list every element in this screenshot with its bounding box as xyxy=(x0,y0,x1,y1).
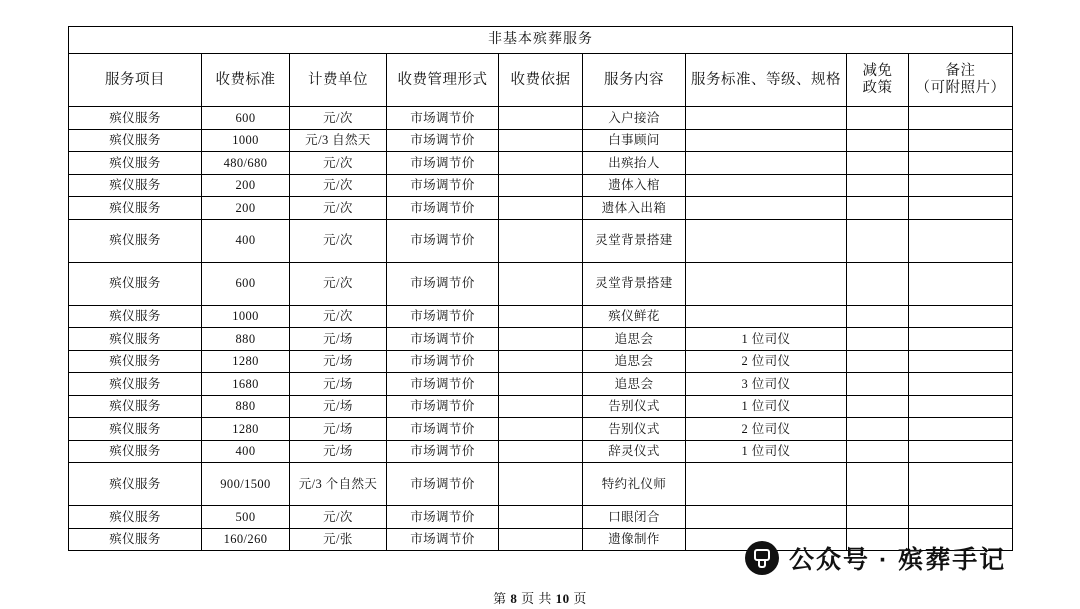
cell-service-item: 殡仪服务 xyxy=(69,152,202,175)
cell-service-item: 殡仪服务 xyxy=(69,219,202,262)
table-row xyxy=(69,129,1013,152)
cell-service-content: 灵堂背景搭建 xyxy=(583,219,686,262)
cell-remark xyxy=(909,129,1013,152)
cell-service-content: 特约礼仪师 xyxy=(583,463,686,506)
cell-reduction-policy xyxy=(847,328,909,351)
cell-price-standard: 880 xyxy=(202,395,290,418)
cell-service-item: 殡仪服务 xyxy=(69,328,202,351)
cell-pricing-management: 市场调节价 xyxy=(387,373,499,396)
cell-price-standard: 400 xyxy=(202,440,290,463)
cell-pricing-management: 市场调节价 xyxy=(387,350,499,373)
cell-pricing-management: 市场调节价 xyxy=(387,395,499,418)
cell-service-standard xyxy=(686,262,847,305)
cell-price-standard: 1280 xyxy=(202,418,290,441)
cell-remark xyxy=(909,328,1013,351)
cell-pricing-management: 市场调节价 xyxy=(387,129,499,152)
table-row xyxy=(69,107,1013,130)
cell-billing-unit: 元/3 自然天 xyxy=(290,129,387,152)
cell-pricing-management: 市场调节价 xyxy=(387,107,499,130)
cell-service-item: 殡仪服务 xyxy=(69,418,202,441)
cell-service-standard: 1 位司仪 xyxy=(686,440,847,463)
cell-service-standard xyxy=(686,463,847,506)
price-table-body xyxy=(69,27,1013,551)
column-header-price-standard: 收费标准 xyxy=(202,54,290,107)
cell-service-item: 殡仪服务 xyxy=(69,440,202,463)
cell-billing-unit: 元/次 xyxy=(290,262,387,305)
cell-pricing-management: 市场调节价 xyxy=(387,219,499,262)
cell-service-item: 殡仪服务 xyxy=(69,528,202,551)
column-header-billing-unit: 计费单位 xyxy=(290,54,387,107)
cell-service-standard xyxy=(686,506,847,529)
cell-pricing-management: 市场调节价 xyxy=(387,440,499,463)
reduction-policy-line-1: 减免 xyxy=(862,63,893,80)
cell-billing-unit: 元/3 个自然天 xyxy=(290,463,387,506)
cell-billing-unit: 元/次 xyxy=(290,107,387,130)
footer-total-pages: 10 xyxy=(555,591,570,606)
cell-billing-unit: 元/次 xyxy=(290,219,387,262)
cell-service-content: 殡仪鲜花 xyxy=(583,305,686,328)
cell-pricing-basis xyxy=(499,373,583,396)
column-header-service-content: 服务内容 xyxy=(583,54,686,107)
cell-reduction-policy xyxy=(847,262,909,305)
cell-remark xyxy=(909,219,1013,262)
cell-service-standard: 3 位司仪 xyxy=(686,373,847,396)
table-row xyxy=(69,373,1013,396)
table-row xyxy=(69,440,1013,463)
table-row xyxy=(69,197,1013,220)
cell-service-content: 追思会 xyxy=(583,350,686,373)
table-row xyxy=(69,463,1013,506)
cell-reduction-policy xyxy=(847,219,909,262)
cell-service-standard: 1 位司仪 xyxy=(686,395,847,418)
table-row xyxy=(69,219,1013,262)
cell-pricing-basis xyxy=(499,463,583,506)
cell-service-standard xyxy=(686,305,847,328)
cell-billing-unit: 元/次 xyxy=(290,152,387,175)
cell-pricing-basis xyxy=(499,350,583,373)
cell-billing-unit: 元/场 xyxy=(290,328,387,351)
cell-reduction-policy xyxy=(847,107,909,130)
cell-reduction-policy xyxy=(847,440,909,463)
cell-remark xyxy=(909,262,1013,305)
cell-billing-unit: 元/场 xyxy=(290,373,387,396)
cell-pricing-management: 市场调节价 xyxy=(387,262,499,305)
cell-billing-unit: 元/次 xyxy=(290,506,387,529)
cell-service-item: 殡仪服务 xyxy=(69,262,202,305)
cell-billing-unit: 元/张 xyxy=(290,528,387,551)
cell-reduction-policy xyxy=(847,174,909,197)
column-header-service-standard: 服务标准、等级、规格 xyxy=(686,54,847,107)
cell-pricing-basis xyxy=(499,129,583,152)
cell-reduction-policy xyxy=(847,463,909,506)
cell-remark xyxy=(909,373,1013,396)
cell-service-content: 遗体入出箱 xyxy=(583,197,686,220)
cell-price-standard: 1280 xyxy=(202,350,290,373)
table-title: 非基本殡葬服务 xyxy=(69,27,1013,54)
table-row xyxy=(69,328,1013,351)
cell-pricing-basis xyxy=(499,219,583,262)
cell-billing-unit: 元/场 xyxy=(290,350,387,373)
cell-pricing-management: 市场调节价 xyxy=(387,418,499,441)
table-row xyxy=(69,350,1013,373)
cell-price-standard: 200 xyxy=(202,174,290,197)
cell-price-standard: 160/260 xyxy=(202,528,290,551)
cell-price-standard: 880 xyxy=(202,328,290,351)
wechat-official-account-icon xyxy=(745,541,779,575)
cell-pricing-basis xyxy=(499,440,583,463)
cell-service-content: 出殡抬人 xyxy=(583,152,686,175)
column-header-service-item: 服务项目 xyxy=(69,54,202,107)
table-row xyxy=(69,395,1013,418)
cell-billing-unit: 元/次 xyxy=(290,197,387,220)
cell-reduction-policy xyxy=(847,197,909,220)
cell-pricing-basis xyxy=(499,528,583,551)
cell-service-content: 辞灵仪式 xyxy=(583,440,686,463)
cell-pricing-management: 市场调节价 xyxy=(387,528,499,551)
cell-service-content: 遗体入棺 xyxy=(583,174,686,197)
table-row xyxy=(69,152,1013,175)
cell-billing-unit: 元/场 xyxy=(290,440,387,463)
table-row xyxy=(69,418,1013,441)
cell-service-content: 白事顾问 xyxy=(583,129,686,152)
cell-pricing-management: 市场调节价 xyxy=(387,197,499,220)
cell-pricing-basis xyxy=(499,174,583,197)
cell-service-item: 殡仪服务 xyxy=(69,129,202,152)
cell-remark xyxy=(909,107,1013,130)
cell-pricing-basis xyxy=(499,107,583,130)
cell-service-standard xyxy=(686,174,847,197)
table-row xyxy=(69,506,1013,529)
cell-service-content: 灵堂背景搭建 xyxy=(583,262,686,305)
remark-line-2: （可附照片） xyxy=(915,80,1006,96)
cell-price-standard: 600 xyxy=(202,107,290,130)
cell-service-item: 殡仪服务 xyxy=(69,506,202,529)
table-row xyxy=(69,174,1013,197)
cell-pricing-basis xyxy=(499,197,583,220)
cell-remark xyxy=(909,506,1013,529)
cell-billing-unit: 元/场 xyxy=(290,418,387,441)
cell-pricing-basis xyxy=(499,305,583,328)
cell-remark xyxy=(909,305,1013,328)
remark-line-1: 备注 xyxy=(945,63,976,80)
cell-service-content: 告别仪式 xyxy=(583,395,686,418)
footer-page-number: 8 xyxy=(510,591,518,606)
column-header-reduction-policy xyxy=(847,54,909,107)
cell-price-standard: 400 xyxy=(202,219,290,262)
cell-service-standard xyxy=(686,152,847,175)
cell-service-standard xyxy=(686,219,847,262)
cell-pricing-management: 市场调节价 xyxy=(387,506,499,529)
price-table xyxy=(68,26,1013,551)
cell-service-standard: 1 位司仪 xyxy=(686,328,847,351)
cell-service-item: 殡仪服务 xyxy=(69,174,202,197)
table-row xyxy=(69,262,1013,305)
cell-price-standard: 1000 xyxy=(202,305,290,328)
cell-remark xyxy=(909,197,1013,220)
cell-service-content: 入户接洽 xyxy=(583,107,686,130)
cell-service-content: 口眼闭合 xyxy=(583,506,686,529)
table-header-row xyxy=(69,54,1013,107)
cell-service-content: 告别仪式 xyxy=(583,418,686,441)
cell-price-standard: 1000 xyxy=(202,129,290,152)
cell-pricing-management: 市场调节价 xyxy=(387,463,499,506)
cell-service-standard xyxy=(686,197,847,220)
cell-pricing-management: 市场调节价 xyxy=(387,328,499,351)
reduction-policy-line-2: 政策 xyxy=(862,80,893,96)
cell-service-item: 殡仪服务 xyxy=(69,463,202,506)
cell-remark xyxy=(909,174,1013,197)
cell-reduction-policy xyxy=(847,152,909,175)
cell-pricing-basis xyxy=(499,506,583,529)
cell-reduction-policy xyxy=(847,373,909,396)
cell-service-item: 殡仪服务 xyxy=(69,305,202,328)
cell-remark xyxy=(909,463,1013,506)
cell-service-item: 殡仪服务 xyxy=(69,197,202,220)
cell-service-content: 追思会 xyxy=(583,373,686,396)
cell-remark xyxy=(909,418,1013,441)
cell-reduction-policy xyxy=(847,418,909,441)
page-footer xyxy=(0,588,1080,607)
cell-price-standard: 480/680 xyxy=(202,152,290,175)
cell-billing-unit: 元/次 xyxy=(290,305,387,328)
cell-service-item: 殡仪服务 xyxy=(69,373,202,396)
cell-pricing-basis xyxy=(499,418,583,441)
cell-remark xyxy=(909,395,1013,418)
cell-pricing-basis xyxy=(499,262,583,305)
cell-service-item: 殡仪服务 xyxy=(69,107,202,130)
column-header-pricing-management: 收费管理形式 xyxy=(387,54,499,107)
cell-service-standard: 2 位司仪 xyxy=(686,418,847,441)
cell-remark xyxy=(909,350,1013,373)
cell-remark xyxy=(909,152,1013,175)
table-title-row xyxy=(69,27,1013,54)
cell-remark xyxy=(909,440,1013,463)
cell-reduction-policy xyxy=(847,350,909,373)
table-row xyxy=(69,305,1013,328)
cell-pricing-basis xyxy=(499,395,583,418)
cell-pricing-management: 市场调节价 xyxy=(387,152,499,175)
cell-pricing-basis xyxy=(499,328,583,351)
cell-reduction-policy xyxy=(847,129,909,152)
watermark xyxy=(745,540,1006,576)
watermark-text: 公众号 · 殡葬手记 xyxy=(789,546,1007,574)
cell-billing-unit: 元/次 xyxy=(290,174,387,197)
cell-service-content: 追思会 xyxy=(583,328,686,351)
cell-price-standard: 1680 xyxy=(202,373,290,396)
cell-billing-unit: 元/场 xyxy=(290,395,387,418)
cell-price-standard: 200 xyxy=(202,197,290,220)
cell-reduction-policy xyxy=(847,395,909,418)
cell-price-standard: 600 xyxy=(202,262,290,305)
cell-service-standard: 2 位司仪 xyxy=(686,350,847,373)
cell-reduction-policy xyxy=(847,506,909,529)
column-header-remark xyxy=(909,54,1013,107)
cell-reduction-policy xyxy=(847,305,909,328)
footer-prefix: 第 xyxy=(493,591,507,606)
column-header-pricing-basis: 收费依据 xyxy=(499,54,583,107)
cell-pricing-management: 市场调节价 xyxy=(387,174,499,197)
cell-service-standard xyxy=(686,129,847,152)
cell-service-standard xyxy=(686,107,847,130)
footer-middle: 页 共 xyxy=(521,591,552,606)
cell-price-standard: 900/1500 xyxy=(202,463,290,506)
cell-service-content: 遗像制作 xyxy=(583,528,686,551)
price-table-container xyxy=(68,26,1012,551)
cell-service-item: 殡仪服务 xyxy=(69,350,202,373)
cell-pricing-basis xyxy=(499,152,583,175)
footer-suffix: 页 xyxy=(573,591,587,606)
cell-pricing-management: 市场调节价 xyxy=(387,305,499,328)
cell-price-standard: 500 xyxy=(202,506,290,529)
cell-service-item: 殡仪服务 xyxy=(69,395,202,418)
